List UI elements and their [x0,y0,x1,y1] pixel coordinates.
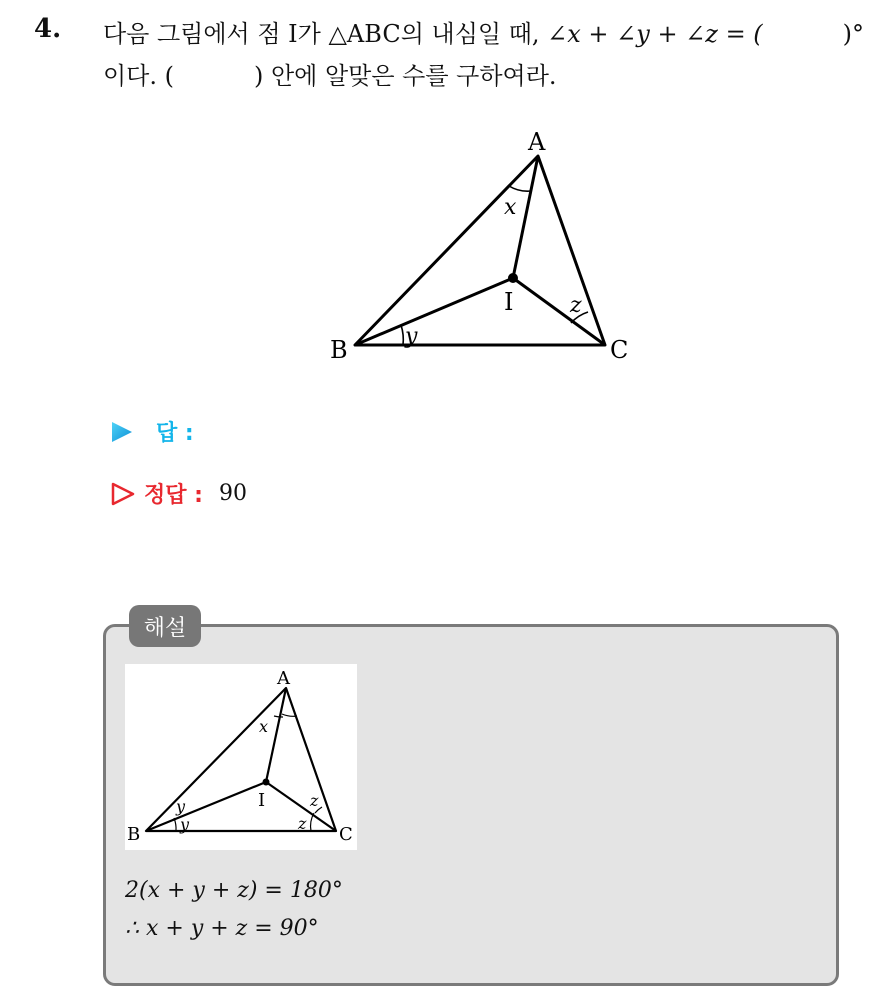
incenter-label: I [504,288,514,316]
question-text: 다음 그림에서 점 I가 △ABC의 내심일 때, [103,20,548,48]
exp-angle-label-y1: y [176,797,186,816]
correct-answer-label: 정답 : [144,483,203,508]
explanation-tab: 해설 [129,605,201,647]
angle-label-x: x [504,195,517,220]
exp-vertex-label-c: C [339,824,353,845]
exp-angle-label-x: x [259,717,269,736]
triangle-figure [320,120,650,370]
vertex-label-b: B [330,336,348,364]
answer-label: 답 : [156,421,194,446]
explanation-line-1: 2(x + y + z) = 180° [125,878,343,903]
correct-answer-row [110,478,247,509]
exp-angle-label-z2: z [298,814,307,833]
question-line-1 [103,14,864,49]
exp-angle-label-y2: y [180,815,190,834]
angle-label-z: z [570,293,582,318]
question-text-2: 이다. ( [103,62,174,90]
answer-row [110,416,194,447]
correct-answer-value: 90 [218,481,247,506]
explanation-line-2: ∴ x + y + z = 90° [125,916,319,941]
vertex-label-c: C [610,336,629,364]
angle-label-y: y [405,324,418,349]
question-text-3: ) 안에 알맞은 수를 구하여라. [254,62,557,90]
exp-incenter-label: I [258,790,266,811]
exp-vertex-label-a: A [277,668,290,689]
exp-vertex-label-b: B [127,824,141,845]
angle-expression: ∠x + ∠y + ∠z = ( [547,20,763,48]
outline-triangle-icon [110,481,136,507]
filled-triangle-icon [110,420,134,444]
question-line-2 [103,56,557,91]
degree-suffix: )° [842,20,865,48]
exp-angle-label-z1: z [310,791,319,810]
vertex-label-a: A [528,128,546,156]
explanation-figure [125,664,357,850]
question-number: 4. [34,14,62,44]
